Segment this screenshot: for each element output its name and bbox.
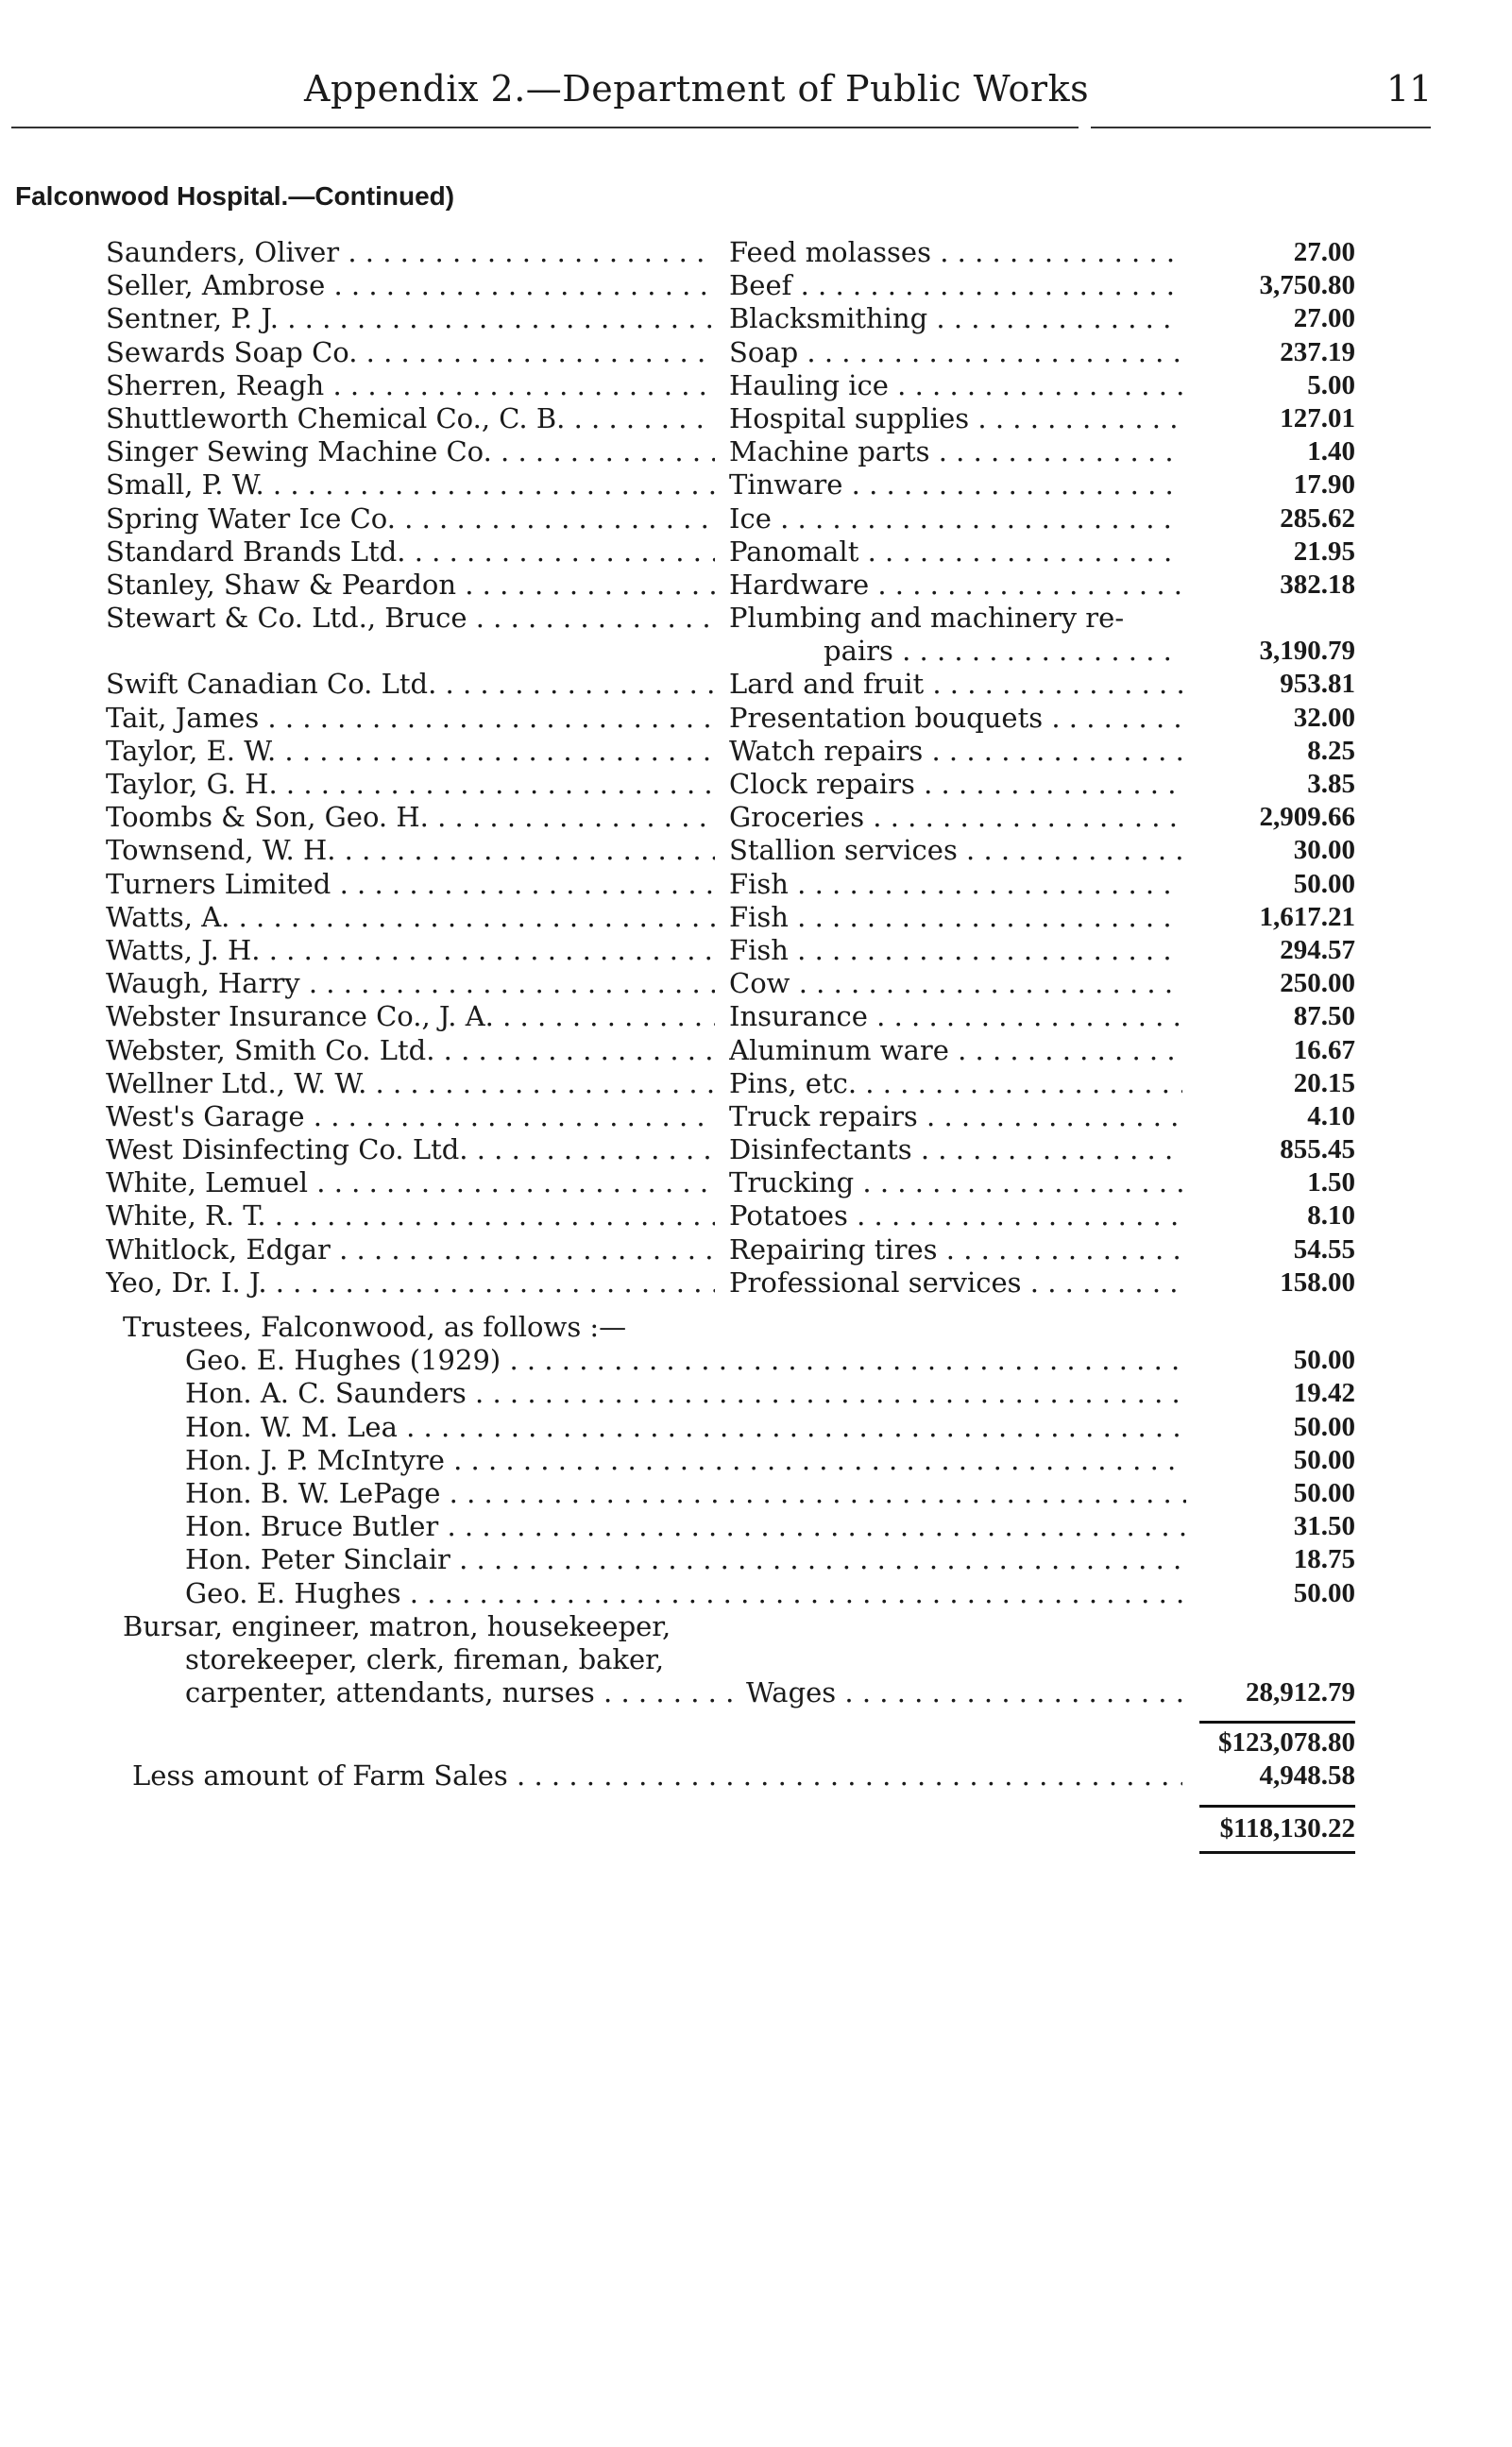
- entry-name: Sentner, P. J. . . .: [106, 302, 715, 335]
- entry-name: Sewards Soap Co. . . .: [106, 336, 715, 369]
- table-row: [0, 1444, 1512, 1477]
- header-rule-left: [11, 127, 1079, 128]
- entry-description: Fish . . .: [729, 901, 1182, 934]
- table-row: [0, 901, 1512, 934]
- entry-amount: 953.81: [1280, 669, 1355, 700]
- table-row: [0, 768, 1512, 801]
- table-row: [0, 1034, 1512, 1067]
- table-row: [0, 569, 1512, 602]
- entry-amount: 237.19: [1280, 336, 1355, 367]
- trustee-name: Hon. Bruce Butler . . .: [185, 1510, 1186, 1543]
- entry-description: Aluminum ware . . .: [729, 1034, 1182, 1067]
- total-amount: $118,130.22: [1219, 1812, 1355, 1844]
- entry-name: Standard Brands Ltd. . . .: [106, 535, 715, 569]
- trustee-name: Hon. A. C. Saunders . . .: [185, 1377, 1186, 1410]
- entry-amount: 50.00: [1293, 868, 1355, 899]
- entry-amount: 5.00: [1307, 369, 1355, 400]
- entry-description: Hospital supplies . . .: [729, 402, 1182, 435]
- trustee-name: Hon. B. W. LePage . . .: [185, 1477, 1186, 1510]
- bursar-line-3: carpenter, attendants, nurses . . .: [185, 1676, 742, 1709]
- section-title: Falconwood Hospital.—Continued): [15, 181, 455, 211]
- table-row: [0, 1377, 1512, 1410]
- bursar-line-2: storekeeper, clerk, fireman, baker,: [185, 1642, 665, 1675]
- entry-name: Webster Insurance Co., J. A. . . .: [106, 1000, 715, 1033]
- entry-description: Fish . . .: [729, 868, 1182, 901]
- entry-amount: 1.50: [1307, 1167, 1355, 1198]
- entry-amount: 285.62: [1280, 502, 1355, 534]
- entry-description: Professional services . . .: [729, 1266, 1182, 1300]
- entry-name: Taylor, E. W. . . .: [106, 735, 715, 768]
- table-row: [0, 1233, 1512, 1266]
- entry-name: Turners Limited . . .: [106, 868, 715, 901]
- entry-amount: 27.00: [1293, 237, 1355, 267]
- table-row: [0, 1543, 1512, 1576]
- table-row: [0, 801, 1512, 834]
- trustee-name: Geo. E. Hughes . . .: [185, 1577, 1186, 1610]
- entry-description: Lard and fruit . . .: [729, 668, 1182, 701]
- table-row: [0, 668, 1512, 701]
- trustee-name: Hon. J. P. McIntyre . . .: [185, 1444, 1186, 1477]
- entry-name: White, Lemuel . . .: [106, 1166, 715, 1199]
- table-row: [0, 735, 1512, 768]
- table-row: [0, 1477, 1512, 1510]
- entry-amount: 20.15: [1293, 1067, 1355, 1098]
- table-row: [0, 1266, 1512, 1300]
- entry-amount: 32.00: [1293, 702, 1355, 733]
- total-row: [0, 1812, 1512, 1845]
- trustee-name: Geo. E. Hughes (1929) . . .: [185, 1344, 1186, 1377]
- entry-amount: 1.40: [1307, 436, 1355, 467]
- entry-name: White, R. T. . . .: [106, 1199, 715, 1232]
- entry-amount: 21.95: [1293, 535, 1355, 567]
- entry-description: Trucking . . .: [729, 1166, 1182, 1199]
- bursar-row: [0, 1643, 1512, 1676]
- table-row: [0, 269, 1512, 302]
- entry-amount: 855.45: [1280, 1134, 1355, 1165]
- total-rule-row: [0, 1793, 1512, 1812]
- entry-name: Swift Canadian Co. Ltd. . . .: [106, 668, 715, 701]
- table-row: [0, 535, 1512, 569]
- table-row: [0, 934, 1512, 967]
- entry-name: Saunders, Oliver . . .: [106, 236, 715, 269]
- entry-name: Stanley, Shaw & Peardon . . .: [106, 569, 715, 602]
- table-row: [0, 1199, 1512, 1232]
- less-row: [0, 1759, 1512, 1793]
- entry-amount: 16.67: [1293, 1034, 1355, 1065]
- table-row: [0, 1133, 1512, 1166]
- table-row: [0, 868, 1512, 901]
- subtotal-row: [0, 1726, 1512, 1759]
- entry-description: Clock repairs . . .: [729, 768, 1182, 801]
- table-row: [0, 1577, 1512, 1610]
- entry-description: Repairing tires . . .: [729, 1233, 1182, 1266]
- expenditure-table: [0, 236, 1512, 1859]
- trustee-name: Hon. W. M. Lea . . .: [185, 1411, 1186, 1444]
- entry-amount: 54.55: [1293, 1233, 1355, 1265]
- trustee-amount: 50.00: [1293, 1345, 1355, 1376]
- entry-name: West Disinfecting Co. Ltd. . . .: [106, 1133, 715, 1166]
- entry-name: West's Garage . . .: [106, 1100, 715, 1133]
- entry-name: Small, P. W. . . .: [106, 468, 715, 501]
- entry-name: Townsend, W. H. . . .: [106, 834, 715, 867]
- entry-name: Watts, A. . . .: [106, 901, 715, 934]
- final-rule: [1199, 1851, 1355, 1854]
- table-row: [0, 1067, 1512, 1100]
- bursar-row: [0, 1676, 1512, 1709]
- table-row: [0, 402, 1512, 435]
- entry-description: Presentation bouquets . . .: [729, 702, 1182, 735]
- entry-description: Fish . . .: [729, 934, 1182, 967]
- trustee-name: Hon. Peter Sinclair . . .: [185, 1543, 1186, 1576]
- trustee-amount: 50.00: [1293, 1577, 1355, 1608]
- table-row: [0, 236, 1512, 269]
- entry-name: Sherren, Reagh . . .: [106, 369, 715, 402]
- page-header: [0, 68, 1512, 125]
- entry-description: Stallion services . . .: [729, 834, 1182, 867]
- final-rule-row: [0, 1845, 1512, 1859]
- entry-description: Machine parts . . .: [729, 435, 1182, 468]
- entry-amount: 294.57: [1280, 934, 1355, 965]
- entry-description: Tinware . . .: [729, 468, 1182, 501]
- entry-name: Toombs & Son, Geo. H. . . .: [106, 801, 715, 834]
- bursar-amount: 28,912.79: [1246, 1677, 1355, 1708]
- entry-name: Stewart & Co. Ltd., Bruce . . .: [106, 602, 715, 635]
- entry-description: Cow . . .: [729, 967, 1182, 1000]
- entry-amount: 8.25: [1307, 735, 1355, 766]
- entry-description: Pins, etc. . . .: [729, 1067, 1182, 1100]
- entry-amount: 3,750.80: [1259, 270, 1355, 301]
- entry-amount: 127.01: [1280, 402, 1355, 433]
- spacer: [0, 1300, 1512, 1311]
- table-row: [0, 834, 1512, 867]
- entry-description: Disinfectants . . .: [729, 1133, 1182, 1166]
- entry-name: Waugh, Harry . . .: [106, 967, 715, 1000]
- table-row: [0, 702, 1512, 735]
- entry-name: Webster, Smith Co. Ltd. . . .: [106, 1034, 715, 1067]
- table-row: [0, 1166, 1512, 1199]
- bursar-row: [0, 1610, 1512, 1643]
- table-row: [0, 967, 1512, 1000]
- less-label: Less amount of Farm Sales . . .: [132, 1759, 1182, 1793]
- table-row: [0, 302, 1512, 335]
- entry-description: Potatoes . . .: [729, 1199, 1182, 1232]
- trustee-amount: 50.00: [1293, 1444, 1355, 1475]
- trustees-heading-row: [0, 1311, 1512, 1344]
- entry-name: Yeo, Dr. I. J. . . .: [106, 1266, 715, 1300]
- trustee-amount: 50.00: [1293, 1477, 1355, 1508]
- entry-amount: 27.00: [1293, 303, 1355, 334]
- table-row: [0, 1510, 1512, 1543]
- entry-amount: 382.18: [1280, 569, 1355, 600]
- entry-amount: 2,909.66: [1259, 802, 1355, 833]
- trustees-heading: Trustees, Falconwood, as follows :—: [123, 1311, 627, 1343]
- page-title: Appendix 2.—Department of Public Works: [304, 68, 1090, 110]
- entry-name: Taylor, G. H. . . .: [106, 768, 715, 801]
- subtotal-rule: [1199, 1721, 1355, 1724]
- entry-description: Insurance . . .: [729, 1000, 1182, 1033]
- header-rule-right: [1091, 127, 1431, 128]
- entry-name: Whitlock, Edgar . . .: [106, 1233, 715, 1266]
- table-row: [0, 1100, 1512, 1133]
- entry-description: Groceries . . .: [729, 801, 1182, 834]
- trustee-amount: 19.42: [1293, 1378, 1355, 1409]
- table-row: [0, 1344, 1512, 1377]
- entry-name: Singer Sewing Machine Co. . . .: [106, 435, 715, 468]
- table-row: [0, 435, 1512, 468]
- entry-description: Soap . . .: [729, 336, 1182, 369]
- entry-name: Shuttleworth Chemical Co., C. B. . . .: [106, 402, 715, 435]
- entry-description: Hardware . . .: [729, 569, 1182, 602]
- table-row: [0, 336, 1512, 369]
- page-number: 11: [1386, 68, 1433, 110]
- entry-description: Plumbing and machinery re-: [729, 602, 1125, 635]
- table-row: [0, 468, 1512, 501]
- entry-amount: 3,190.79: [1259, 636, 1355, 667]
- trustee-amount: 50.00: [1293, 1411, 1355, 1442]
- entry-description-continued: pairs . . .: [824, 635, 1182, 668]
- entry-description: Blacksmithing . . .: [729, 302, 1182, 335]
- trustee-amount: 18.75: [1293, 1544, 1355, 1575]
- table-row: [0, 502, 1512, 535]
- entry-amount: 158.00: [1280, 1266, 1355, 1298]
- entry-description: Panomalt . . .: [729, 535, 1182, 569]
- entry-amount: 4.10: [1307, 1100, 1355, 1131]
- entry-amount: 3.85: [1307, 769, 1355, 799]
- table-row: [0, 1411, 1512, 1444]
- entry-description: Truck repairs . . .: [729, 1100, 1182, 1133]
- entry-amount: 250.00: [1280, 968, 1355, 999]
- table-row: [0, 1000, 1512, 1033]
- entry-name: Tait, James . . .: [106, 702, 715, 735]
- entry-amount: 30.00: [1293, 835, 1355, 866]
- trustee-amount: 31.50: [1293, 1511, 1355, 1542]
- entry-name: Spring Water Ice Co. . . .: [106, 502, 715, 535]
- bursar-description: Wages . . .: [746, 1676, 1182, 1709]
- table-row: [0, 635, 1512, 668]
- entry-description: Hauling ice . . .: [729, 369, 1182, 402]
- bursar-line-1: Bursar, engineer, matron, housekeeper,: [123, 1609, 671, 1642]
- entry-amount: 87.50: [1293, 1001, 1355, 1032]
- entry-description: Feed molasses . . .: [729, 236, 1182, 269]
- entry-name: Watts, J. H. . . .: [106, 934, 715, 967]
- subtotal-amount: $123,078.80: [1218, 1727, 1355, 1759]
- entry-description: Beef . . .: [729, 269, 1182, 302]
- table-row: [0, 369, 1512, 402]
- entry-name: Seller, Ambrose . . .: [106, 269, 715, 302]
- entry-name: Wellner Ltd., W. W. . . .: [106, 1067, 715, 1100]
- table-row: [0, 602, 1512, 635]
- total-rule: [1199, 1805, 1355, 1808]
- entry-description: Watch repairs . . .: [729, 735, 1182, 768]
- entry-amount: 17.90: [1293, 469, 1355, 501]
- entry-amount: 1,617.21: [1259, 901, 1355, 932]
- subtotal-rule-row: [0, 1709, 1512, 1726]
- entry-description: Ice . . .: [729, 502, 1182, 535]
- less-amount: 4,948.58: [1259, 1760, 1355, 1792]
- entry-amount: 8.10: [1307, 1200, 1355, 1232]
